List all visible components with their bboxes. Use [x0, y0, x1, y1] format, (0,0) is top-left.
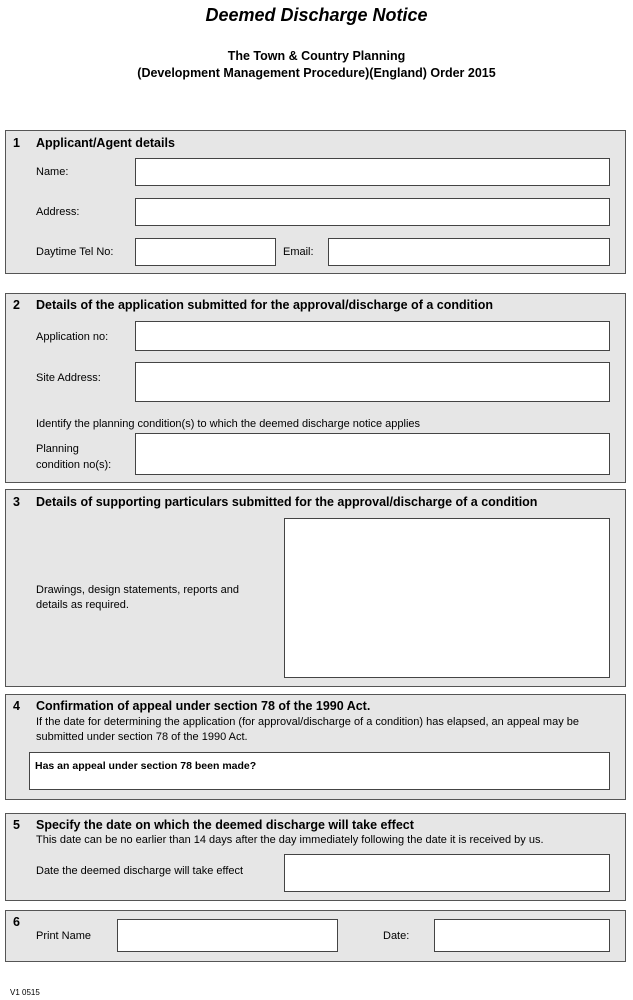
effective-date-label: Date the deemed discharge will take effect — [36, 865, 244, 877]
identify-condition-instruction: Identify the planning condition(s) to which the deemed discharge notice applies — [36, 418, 421, 430]
section-heading: Applicant/Agent details — [36, 136, 175, 150]
supporting-particulars-field[interactable] — [284, 518, 610, 678]
signature-date-label: Date: — [383, 930, 410, 942]
application-no-field[interactable] — [135, 321, 610, 351]
planning-condition-label-line-2: condition no(s): — [36, 459, 112, 471]
section-number: 5 — [13, 818, 20, 832]
section-number: 6 — [13, 915, 20, 929]
signature-date-field[interactable] — [434, 919, 610, 952]
section-supporting-particulars — [5, 489, 626, 687]
name-label: Name: — [36, 166, 69, 178]
section-signature — [5, 910, 626, 962]
document-title: Deemed Discharge Notice — [205, 5, 428, 25]
appeal-description-line-2: submitted under section 78 of the 1990 Act. — [36, 731, 248, 743]
supporting-particulars-label-line-1: Drawings, design statements, reports and — [36, 584, 239, 596]
section-applicant-details — [5, 130, 626, 274]
email-label: Email: — [283, 246, 314, 258]
section-number: 4 — [13, 699, 20, 713]
address-field[interactable] — [135, 198, 610, 226]
section-number: 3 — [13, 495, 20, 509]
print-name-label: Print Name — [36, 930, 92, 942]
email-field[interactable] — [328, 238, 610, 266]
address-label: Address: — [36, 206, 80, 218]
name-field[interactable] — [135, 158, 610, 186]
section-number: 1 — [13, 136, 20, 150]
site-address-field[interactable] — [135, 362, 610, 402]
daytime-tel-label: Daytime Tel No: — [36, 246, 114, 258]
effective-date-field[interactable] — [284, 854, 610, 892]
section-appeal-confirmation — [5, 694, 626, 800]
section-application-details — [5, 293, 626, 483]
site-address-label: Site Address: — [36, 372, 101, 384]
section-number: 2 — [13, 298, 20, 312]
subtitle-line-1: The Town & Country Planning — [227, 49, 406, 63]
section-heading: Specify the date on which the deemed discharge will take effect — [36, 818, 414, 832]
print-name-field[interactable] — [117, 919, 338, 952]
planning-condition-field[interactable] — [135, 433, 610, 475]
section-heading: Confirmation of appeal under section 78 of the 1990 Act. — [36, 699, 371, 713]
section-effective-date — [5, 813, 626, 901]
daytime-tel-field[interactable] — [135, 238, 276, 266]
version-footer: V1 0515 — [10, 988, 40, 997]
effective-date-description: This date can be no earlier than 14 days after the day immediately following the date it is received by us. — [36, 834, 544, 846]
section-heading: Details of the application submitted for the approval/discharge of a condition — [36, 298, 493, 312]
application-no-label: Application no: — [36, 331, 109, 343]
subtitle-line-2: (Development Management Procedure)(England) Order 2015 — [137, 66, 496, 80]
planning-condition-label-line-1: Planning — [36, 443, 79, 455]
appeal-description-line-1: If the date for determining the application (for approval/discharge of a condition) has elapsed, an appeal may be — [36, 716, 580, 728]
supporting-particulars-label-line-2: details as required. — [36, 599, 129, 611]
section-heading: Details of supporting particulars submitted for the approval/discharge of a condition — [36, 495, 538, 509]
appeal-question-field[interactable]: Has an appeal under section 78 been made? — [29, 752, 610, 790]
